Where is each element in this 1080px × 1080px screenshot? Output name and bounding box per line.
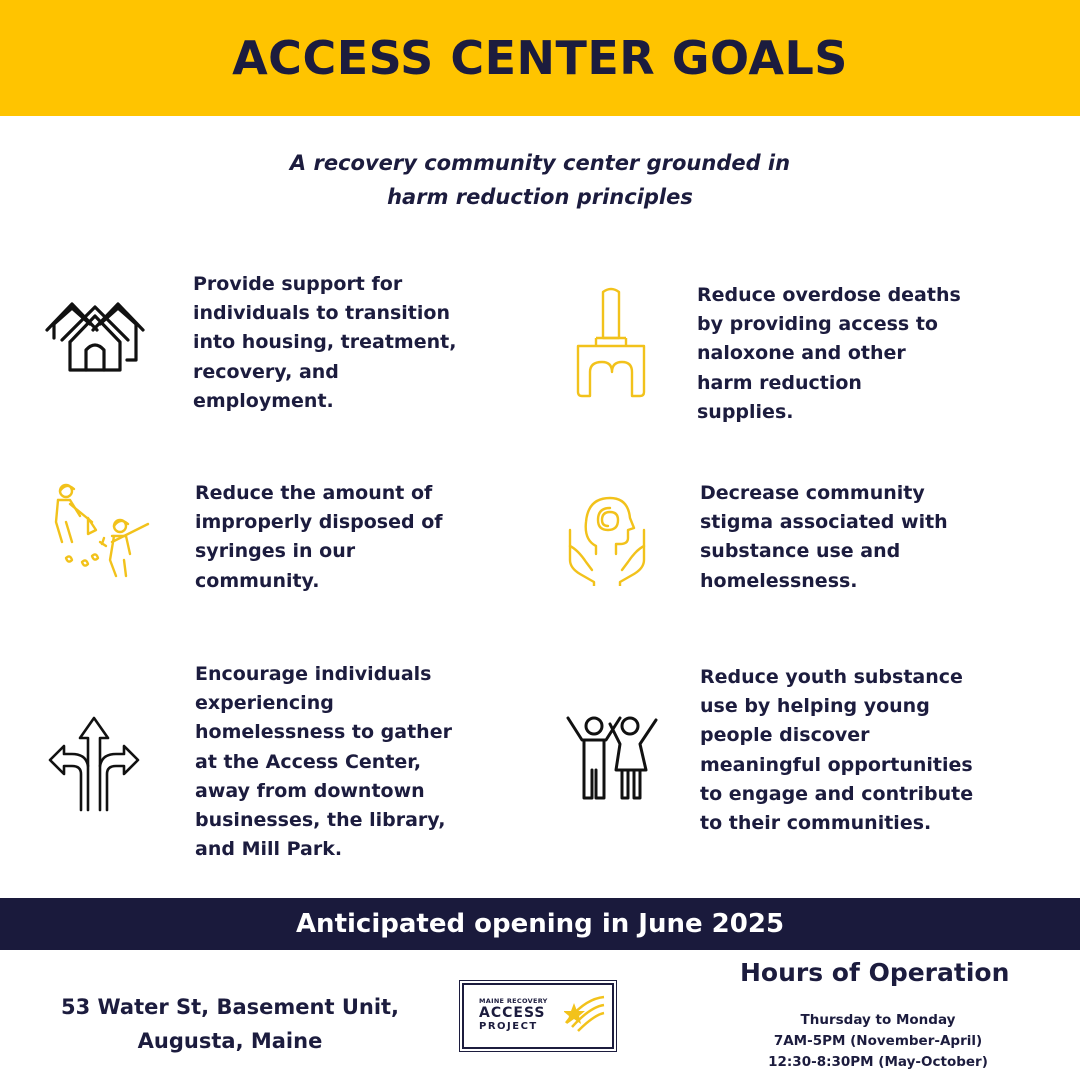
goal-stigma-text: Decrease community stigma associated with substance use and homelessness. [700,482,948,592]
hours-days: Thursday to Monday [800,1012,956,1028]
subtitle [0,146,1080,214]
cleanup-people-icon [44,482,152,580]
goal-overdose-text: Reduce overdose deaths by providing access to naloxone and other harm reduction supplies. [697,284,961,423]
goal-gathering-text: Encourage individuals experiencing homelessness to gather at the Access Center, away from downtown businesses, the library, and Mill Park. [195,663,452,861]
hours-title: Hours of Operation [740,958,1010,987]
subtitle-line: harm reduction principles [387,185,693,209]
mind-hands-icon [560,490,654,586]
hours-details [740,1010,1016,1073]
logo-line: MAINE RECOVERY [479,997,548,1005]
goal-syringes-text: Reduce the amount of improperly disposed of syringes in our community. [195,482,443,592]
houses-icon [44,298,146,374]
goal-housing-text: Provide support for individuals to transition into housing, treatment, recovery, and employment. [193,273,457,412]
diverging-arrows-icon [48,714,140,812]
hours-winter: 7AM-5PM (November-April) [773,1033,983,1049]
logo-line: ACCESS [479,1005,546,1021]
shooting-star-icon [564,995,606,1035]
youth-cheering-icon [564,714,660,800]
opening-text: Anticipated opening in June 2025 [295,909,785,939]
page-title: ACCESS CENTER GOALS [232,31,848,85]
logo-line: PROJECT [479,1021,538,1032]
address [30,990,430,1058]
opening-banner [0,898,1080,950]
hours-summer: 12:30-8:30PM (May-October) [768,1054,988,1070]
goal-youth-text: Reduce youth substance use by helping young people discover meaningful opportunities to engage and contribute to their communities. [700,666,974,835]
logo [462,983,614,1049]
subtitle-line: A recovery community center grounded in [289,151,791,175]
naloxone-spray-icon [570,286,652,398]
header-band [0,0,1080,116]
address-line: Augusta, Maine [137,1029,323,1053]
address-line: 53 Water St, Basement Unit, [60,995,400,1019]
